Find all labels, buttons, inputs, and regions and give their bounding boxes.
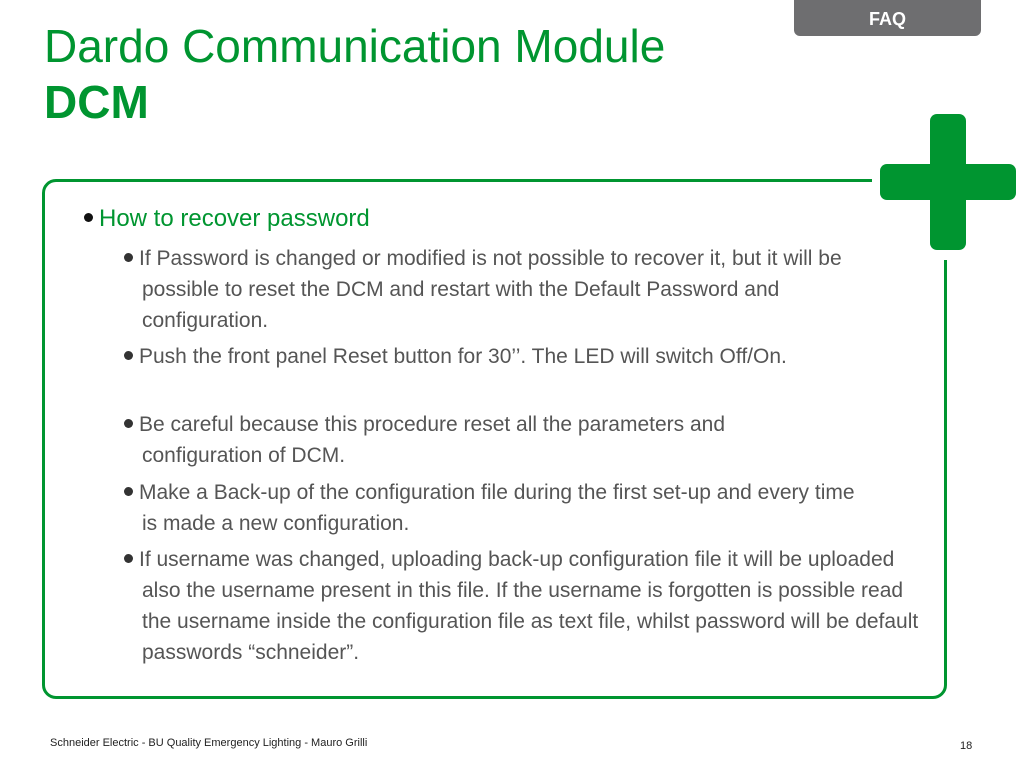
plus-icon [880,114,1016,250]
section-heading [84,204,370,234]
bullet-icon [124,253,133,262]
faq-tab: FAQ [794,0,981,36]
page-title [44,18,665,130]
title-subtitle: DCM [44,76,149,128]
bullet-icon [124,554,133,563]
bullet-icon [124,487,133,496]
list-item [124,477,864,539]
list-item [124,243,894,336]
title-text: Dardo Communication Module [44,20,666,72]
item-text: If username was changed, uploading back-up configuration file it will be uploaded also the username present in this file. If the username is forgotten is possible read the username inside the configuration file as text file, whilst password will be default passwords “schneider”. [139,548,919,664]
item-text: Make a Back-up of the configuration file during the first set-up and every time is made a new configuration. [139,481,855,535]
bullet-icon [84,213,93,222]
heading-text: How to recover password [99,205,370,232]
list-item [124,409,824,471]
list-item [124,341,864,372]
item-text: If Password is changed or modified is not possible to recover it, but it will be possible to reset the DCM and restart with the Default Password and configuration. [139,247,842,332]
list-item [124,544,924,668]
item-text: Push the front panel Reset button for 30’’. The LED will switch Off/On. [139,345,787,368]
item-text: Be careful because this procedure reset all the parameters and configuration of DCM. [139,413,726,467]
page-number: 18 [960,740,973,752]
bullet-icon [124,419,133,428]
footer-credit: Schneider Electric - BU Quality Emergency Lighting - Mauro Grilli [50,737,368,749]
bullet-icon [124,351,133,360]
